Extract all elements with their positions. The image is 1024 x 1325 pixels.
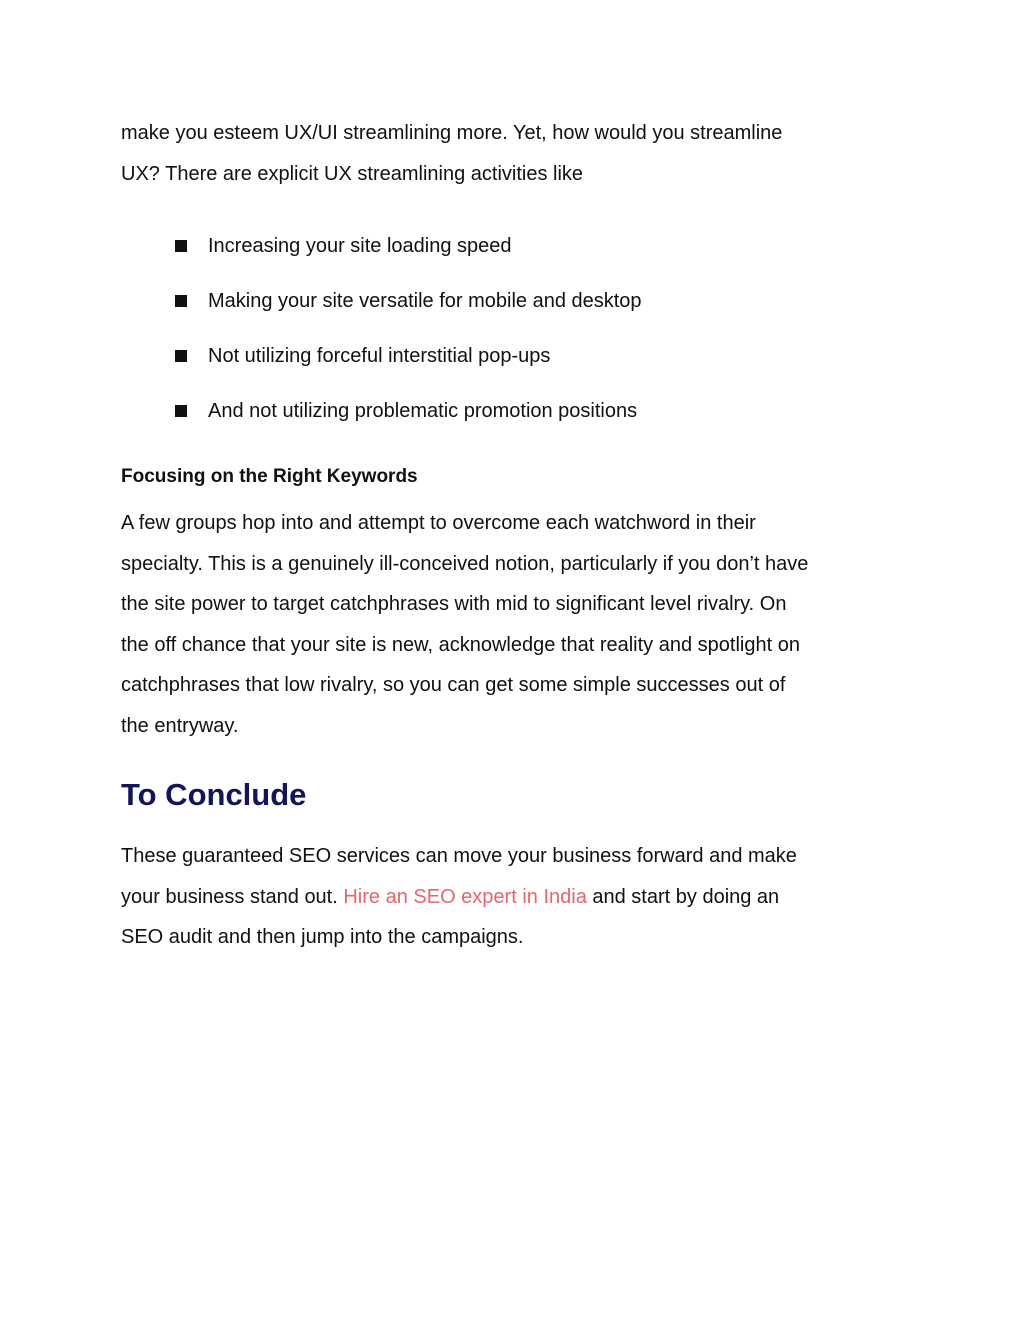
paragraph-line: catchphrases that low rivalry, so you can get some simple successes out of	[121, 674, 786, 696]
seo-expert-link[interactable]: Hire an SEO expert in India	[343, 885, 587, 908]
keywords-subheading: Focusing on the Right Keywords	[121, 466, 418, 487]
intro-line: make you esteem UX/UI streamlining more. Yet, how would you streamline	[121, 122, 783, 144]
list-item-text: And not utilizing problematic promotion positions	[208, 400, 638, 422]
paragraph-line: A few groups hop into and attempt to overcome each watchword in their	[121, 512, 756, 534]
conclusion-paragraph	[121, 836, 903, 958]
list-item-text: Making your site versatile for mobile and desktop	[208, 290, 642, 312]
paragraph-line: These guaranteed SEO services can move your business forward and make	[121, 845, 797, 867]
list-item	[172, 335, 642, 390]
conclusion-heading: To Conclude	[121, 777, 307, 812]
list-item	[172, 390, 642, 445]
square-bullet-icon	[175, 295, 187, 307]
square-bullet-icon	[175, 405, 187, 417]
paragraph-text: and start by doing an	[586, 885, 780, 908]
paragraph-line: the off chance that your site is new, acknowledge that reality and spotlight on	[121, 633, 800, 656]
paragraph-line: specialty. This is a genuinely ill-conceived notion, particularly if you don’t have	[121, 552, 809, 575]
paragraph-line: SEO audit and then jump into the campaigns.	[121, 926, 524, 948]
paragraph-text: your business stand out.	[121, 885, 344, 908]
intro-paragraph	[121, 113, 903, 194]
list-item-text: Not utilizing forceful interstitial pop-ups	[208, 345, 551, 367]
keywords-paragraph	[121, 503, 903, 746]
intro-line: UX? There are explicit UX streamlining activities like	[121, 162, 584, 185]
ux-activities-list	[172, 225, 642, 445]
square-bullet-icon	[175, 350, 187, 362]
square-bullet-icon	[175, 240, 187, 252]
list-item	[172, 225, 642, 280]
list-item	[172, 280, 642, 335]
paragraph-line: the entryway.	[121, 714, 239, 737]
paragraph-line: the site power to target catchphrases with mid to significant level rivalry. On	[121, 593, 787, 615]
list-item-text: Increasing your site loading speed	[208, 235, 512, 257]
